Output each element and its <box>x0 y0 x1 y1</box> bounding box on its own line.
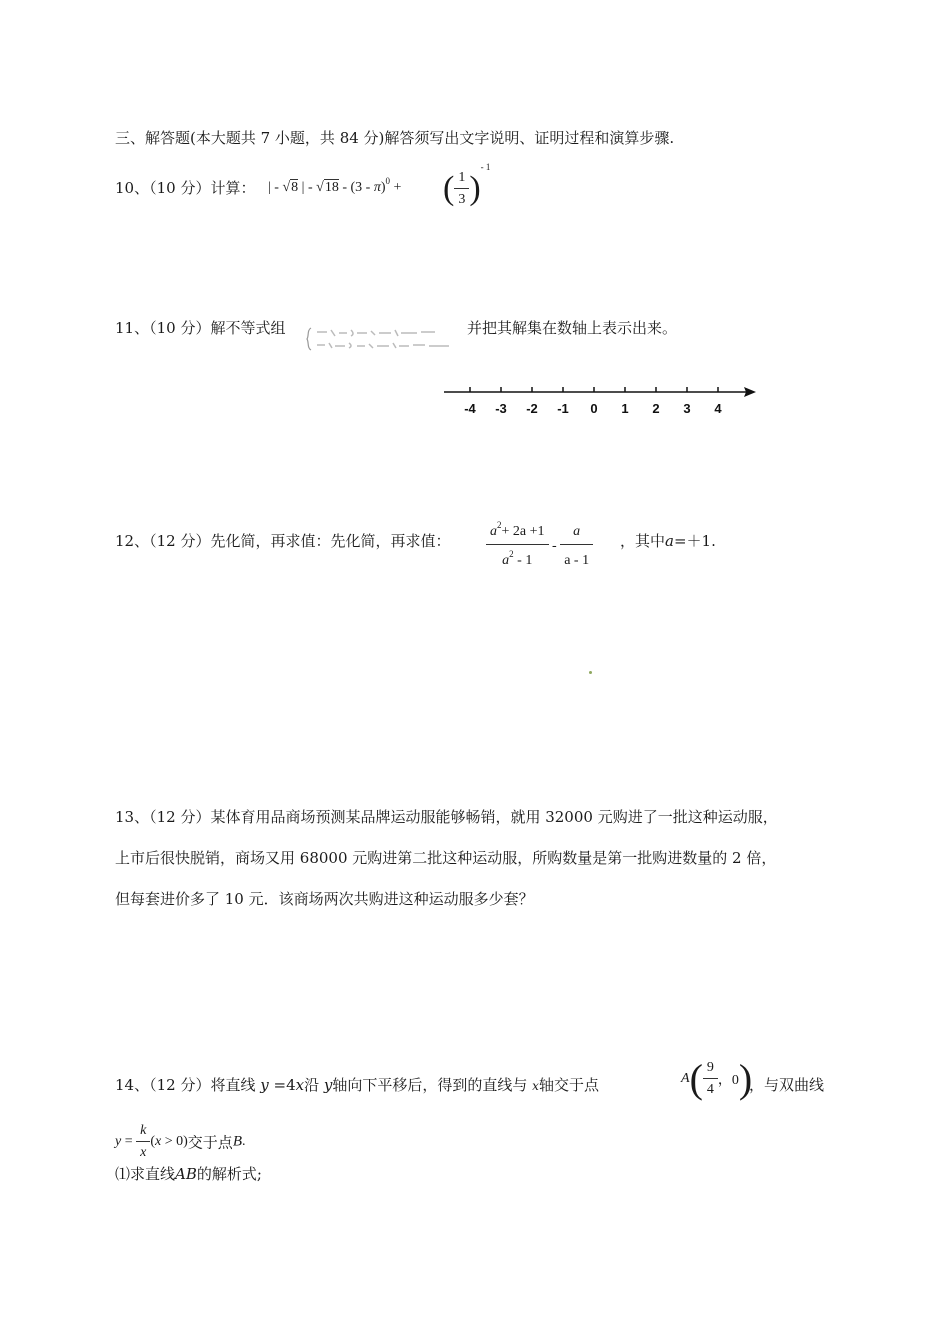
abs-left: | - <box>268 180 279 195</box>
q10-number: 10、 <box>115 179 150 197</box>
q14-line-1-end: ，与双曲线 <box>749 1076 825 1094</box>
q11-number: 11、 <box>115 319 150 337</box>
q14-line-2 <box>115 1123 245 1161</box>
sqrt-18: 18 <box>324 180 339 195</box>
fraction-numerator: 1 <box>454 170 469 189</box>
q14-text: 沿 <box>304 1076 320 1094</box>
axis-x: x <box>532 1079 539 1093</box>
left-paren-icon: ( <box>443 170 455 207</box>
denominator-rest: - 1 <box>513 553 533 568</box>
fraction-numerator: k <box>136 1123 150 1142</box>
pi-symbol: π <box>373 180 381 195</box>
point-a <box>681 1056 753 1101</box>
point-a-rest: ，0 <box>717 1073 739 1088</box>
sqrt-symbol-icon: √ <box>282 180 291 195</box>
point-a-label: A <box>681 1071 690 1086</box>
number-line-label: -1 <box>557 401 569 416</box>
q14-score: （12 分） <box>149 1076 211 1094</box>
q10-score: （10 分） <box>149 179 211 197</box>
q12-prompt: 先化简，再求值：先化简，再求值： <box>210 532 451 550</box>
inequality-system-image <box>305 324 455 354</box>
var-y: y <box>260 1076 269 1094</box>
k-over-x-fraction <box>136 1123 150 1161</box>
q10-expression <box>268 176 402 196</box>
var-x: x <box>295 1076 305 1094</box>
sqrt-8: 8 <box>291 180 299 195</box>
exponent-zero: 0 <box>385 176 390 186</box>
q14-text: 将直线 <box>210 1076 256 1094</box>
left-paren-icon: ( <box>689 1056 703 1101</box>
q12-number: 12、 <box>115 532 150 550</box>
suffix-var: a <box>665 532 674 550</box>
q14-text: 交于点 <box>187 1133 233 1152</box>
number-line-label: 0 <box>590 401 598 416</box>
number-line-label: -3 <box>495 401 507 416</box>
q11-score: （10 分） <box>149 319 211 337</box>
q12-expression <box>486 520 593 569</box>
q12-suffix <box>620 531 716 551</box>
q13-line-2: 上市后很快脱销，商场又用 68000 元购进第二批这种运动服，所购数量是第一批购进数量的 2 倍， <box>115 849 777 867</box>
q14-number: 14、 <box>115 1076 150 1094</box>
fraction-2-numerator: a <box>560 524 593 545</box>
axis-y: y <box>323 1076 333 1094</box>
cond-x: x <box>155 1134 162 1149</box>
paren-close: ) <box>380 180 386 195</box>
fraction-denominator: 3 <box>458 192 466 207</box>
line-ab: AB <box>175 1165 197 1183</box>
q10-prompt: 计算： <box>210 179 256 197</box>
q14-text: 轴交于点 <box>538 1076 599 1094</box>
sqrt-symbol-icon: √ <box>316 180 324 195</box>
equals: = <box>121 1134 133 1149</box>
minus-sign: - <box>552 538 557 554</box>
suffix-pre: ，其中 <box>620 532 666 550</box>
minus-paren: - (3 - <box>342 180 371 195</box>
number-line-label: -2 <box>526 401 538 416</box>
numerator-rest: + 2a +1 <box>501 524 545 539</box>
q11-label <box>115 318 285 338</box>
exp-2: 2 <box>509 549 514 559</box>
fraction-2 <box>560 524 593 569</box>
q12-score: （12 分） <box>149 532 211 550</box>
number-line-label: 2 <box>652 401 660 416</box>
fraction-1-numerator <box>486 520 549 545</box>
cond-open: ( <box>150 1134 156 1149</box>
point-b-label: B <box>232 1133 242 1150</box>
stray-dot <box>589 671 592 674</box>
one-third-fraction <box>454 170 469 208</box>
section-header: 三、解答题(本大题共 7 小题，共 84 分)解答须写出文字说明、证明过程和演算步骤. <box>115 129 675 147</box>
q12-label <box>115 531 450 551</box>
q13-line-3: 但每套进价多了 10 元．该商场两次共购进这种运动服多少套？ <box>115 890 534 908</box>
fraction-denominator: 4 <box>706 1082 714 1097</box>
sub-number: ⑴ <box>115 1165 131 1183</box>
q10-fraction-group <box>443 162 491 208</box>
q14-sub-1 <box>115 1164 262 1184</box>
period: . <box>241 1134 246 1149</box>
number-line-label: 1 <box>621 401 629 416</box>
q11-prompt: 解不等式组 <box>210 319 286 337</box>
number-line-label: 3 <box>683 401 691 416</box>
q14-line-1 <box>115 1075 599 1096</box>
fraction-2-denominator: a - 1 <box>564 553 590 568</box>
number-line-label: 4 <box>714 401 722 416</box>
q13-line-1: 13、（12 分）某体育用品商场预测某品牌运动服能够畅销，就用 32000 元购进了一批这种运动服， <box>115 808 778 826</box>
point-a-fraction <box>703 1060 718 1098</box>
number-line <box>440 380 760 420</box>
fraction-1-denominator <box>486 545 549 569</box>
var-y: y <box>115 1134 122 1149</box>
exp-2: 2 <box>497 520 502 530</box>
plus-sign: + <box>393 180 402 195</box>
cond-rest: > 0) <box>161 1134 188 1149</box>
sub-end: 的解析式; <box>196 1165 262 1183</box>
exponent-neg1: - 1 <box>480 162 491 173</box>
q14-text: 轴向下平移后，得到的直线与 <box>332 1076 528 1094</box>
number-line-label: -4 <box>464 401 476 416</box>
right-paren-icon: ) <box>469 170 481 207</box>
eq-mid: =4 <box>268 1076 296 1094</box>
suffix-post: =＋1. <box>673 532 716 550</box>
abs-right: | - <box>301 180 313 195</box>
fraction-denominator: x <box>140 1145 147 1160</box>
fraction-1 <box>486 520 549 569</box>
q10-label <box>115 178 255 198</box>
sub-text: 求直线 <box>130 1165 176 1183</box>
var-a: a <box>490 524 497 539</box>
right-paren-icon: ) <box>738 1056 753 1101</box>
var-a: a <box>502 553 510 568</box>
q11-suffix: 并把其解集在数轴上表示出来。 <box>467 319 678 337</box>
fraction-numerator: 9 <box>703 1060 718 1079</box>
